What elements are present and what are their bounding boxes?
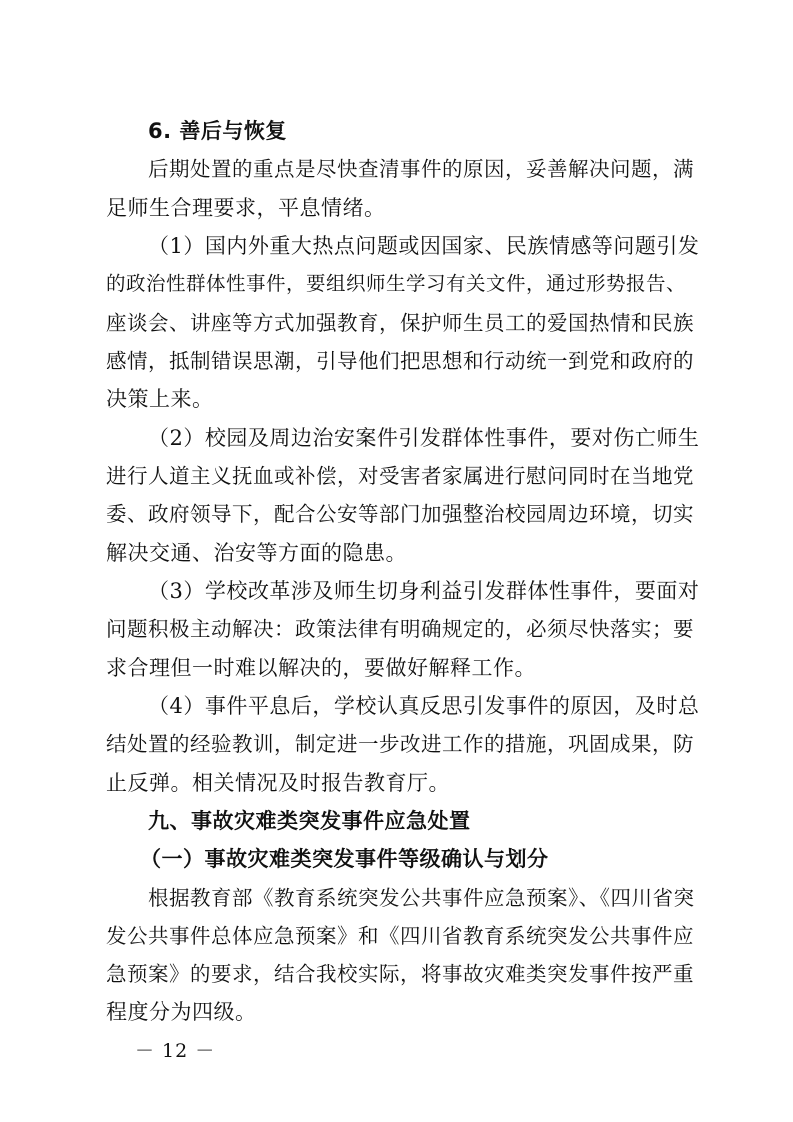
paragraph-line: 的政治性群体性事件，要组织师生学习有关文件，通过形势报告、 — [106, 272, 687, 295]
paragraph-line: 结处置的经验教训，制定进一步改进工作的措施，巩固成果，防 — [106, 732, 694, 756]
paragraph-line: 问题积极主动解决：政策法律有明确规定的，必须尽快落实；要 — [106, 617, 694, 641]
paragraph-line: 根据教育部《教育系统突发公共事件应急预案》、《四川省突 — [148, 886, 695, 910]
paragraph-line: 委、政府领导下，配合公安等部门加强整治校园周边环境，切实 — [106, 502, 694, 526]
paragraph-line: （1）国内外重大热点问题或因国家、民族情感等问题引发 — [148, 234, 700, 258]
paragraph-line: （2）校园及周边治安案件引发群体性事件，要对伤亡师生 — [148, 426, 700, 450]
paragraph-line: 足师生合理要求，平息情绪。 — [106, 196, 386, 220]
paragraph-line: 后期处置的重点是尽快查清事件的原因，妥善解决问题，满 — [148, 157, 694, 181]
paragraph-line: 止反弹。相关情况及时报告教育厅。 — [106, 771, 450, 795]
paragraph-line: 感情，抵制错误思潮，引导他们把思想和行动统一到党和政府的 — [106, 349, 694, 373]
paragraph-line: 急预案》的要求，结合我校实际，将事故灾难类突发事件按严重 — [106, 962, 694, 986]
paragraph-line: （3）学校改革涉及师生切身利益引发群体性事件，要面对 — [148, 579, 700, 603]
paragraph-line: 发公共事件总体应急预案》和《四川省教育系统突发公共事件应 — [106, 924, 694, 948]
paragraph-line: 程度分为四级。 — [106, 1000, 257, 1024]
paragraph-line: 进行人道主义抚血或补偿，对受害者家属进行慰问同时在当地党 — [106, 464, 694, 488]
paragraph-line: 求合理但一时难以解决的，要做好解释工作。 — [106, 656, 536, 680]
subsection-heading: （一）事故灾难类突发事件等级确认与划分 — [140, 847, 549, 871]
paragraph-line: （4）事件平息后，学校认真反思引发事件的原因，及时总 — [148, 694, 700, 718]
subsection-heading-aftermath: 6. 善后与恢复 — [148, 119, 287, 143]
paragraph-line: 决策上来。 — [106, 387, 214, 411]
paragraph-line: 座谈会、讲座等方式加强教育，保护师生员工的爱国热情和民族 — [106, 311, 694, 335]
page-number: － 12 － — [135, 1040, 216, 1062]
section-heading: 九、事故灾难类突发事件应急处置 — [148, 809, 471, 833]
paragraph-line: 解决交通、治安等方面的隐患。 — [106, 541, 407, 565]
